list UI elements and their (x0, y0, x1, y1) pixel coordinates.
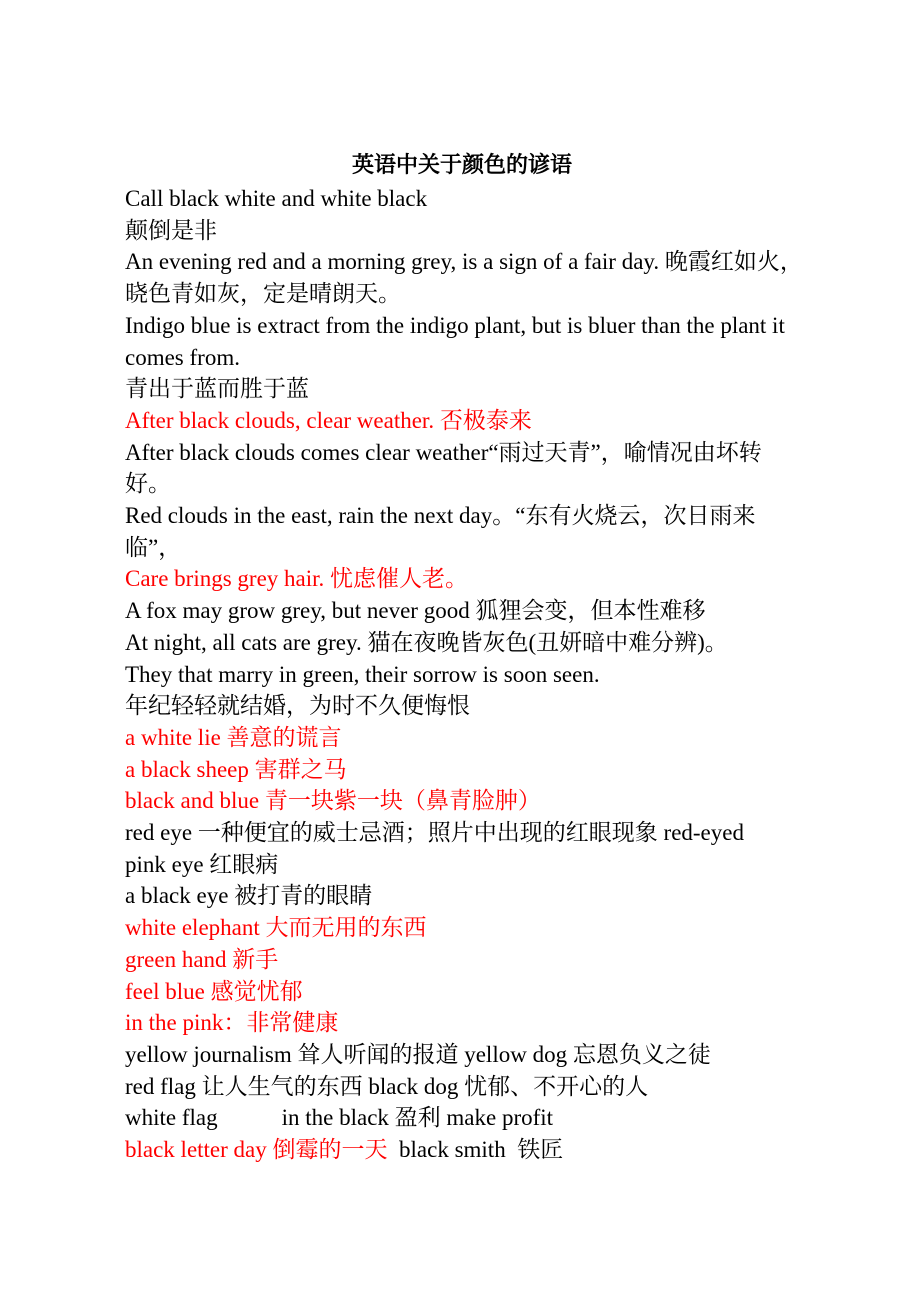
proverb-line: white elephant 大而无用的东西 (125, 915, 427, 941)
black-letter-day-term: black letter day 倒霉的一天 (125, 1137, 388, 1163)
proverb-line: After black clouds, clear weather. 否极泰来 (125, 407, 532, 433)
proverb-line: a black eye 被打青的眼睛 (125, 883, 373, 909)
proverb-line: a white lie 善意的谎言 (125, 724, 342, 750)
proverb-line: a black sheep 害群之马 (125, 756, 347, 782)
proverb-line: An evening red and a morning grey, is a sign of a fair day. 晚霞红如火，晓色青如灰，定是晴朗天。 (125, 249, 803, 307)
proverb-line: red flag 让人生气的东西 black dog 忧郁、不开心的人 (125, 1073, 649, 1099)
proverb-line: green hand 新手 (125, 946, 279, 972)
proverb-line: Call black white and white black (125, 186, 428, 211)
proverb-line: pink eye 红眼病 (125, 851, 279, 877)
proverb-line: They that marry in green, their sorrow is soon seen. (125, 661, 600, 687)
proverb-line: in the pink：非常健康 (125, 1010, 339, 1036)
proverb-line: Indigo blue is extract from the indigo plant, but is bluer than the plant it comes from. (125, 312, 785, 370)
proverb-line: A fox may grow grey, but never good 狐狸会变，但本性难移 (125, 598, 706, 624)
proverb-line: Care brings grey hair. 忧虑催人老。 (125, 566, 469, 592)
proverb-line: 青出于蓝而胜于蓝 (125, 376, 309, 402)
proverb-line (125, 1102, 807, 1134)
white-flag-term: white flag (125, 1105, 218, 1131)
proverb-line: After black clouds comes clear weather“雨过天青”，喻情况由坏转好。 (125, 439, 762, 497)
proverb-line: feel blue 感觉忧郁 (125, 978, 303, 1004)
in-the-black-term: in the black 盈利 make profit (281, 1105, 554, 1131)
proverb-line: At night, all cats are grey. 猫在夜晚皆灰色(丑妍暗中难分辨)。 (125, 629, 728, 655)
proverb-line: Red clouds in the east, rain the next day。“东有火烧云，次日雨来临”， (125, 503, 756, 560)
document-body (125, 183, 807, 1166)
black-smith-term: black smith 铁匠 (387, 1137, 564, 1163)
document-title: 英语中关于颜色的谚语 (351, 153, 572, 178)
proverb-line: red eye 一种便宜的威士忌酒；照片中出现的红眼现象 red-eyed (125, 820, 744, 846)
proverb-line: 颠倒是非 (125, 217, 217, 243)
proverb-line: yellow journalism 耸人听闻的报道 yellow dog 忘恩负义之徒 (125, 1041, 711, 1067)
proverb-line: black and blue 青一块紫一块（鼻青脸肿） (125, 788, 541, 814)
proverb-line: 年纪轻轻就结婚，为时不久便悔恨 (125, 693, 470, 719)
proverb-line (125, 1134, 807, 1166)
